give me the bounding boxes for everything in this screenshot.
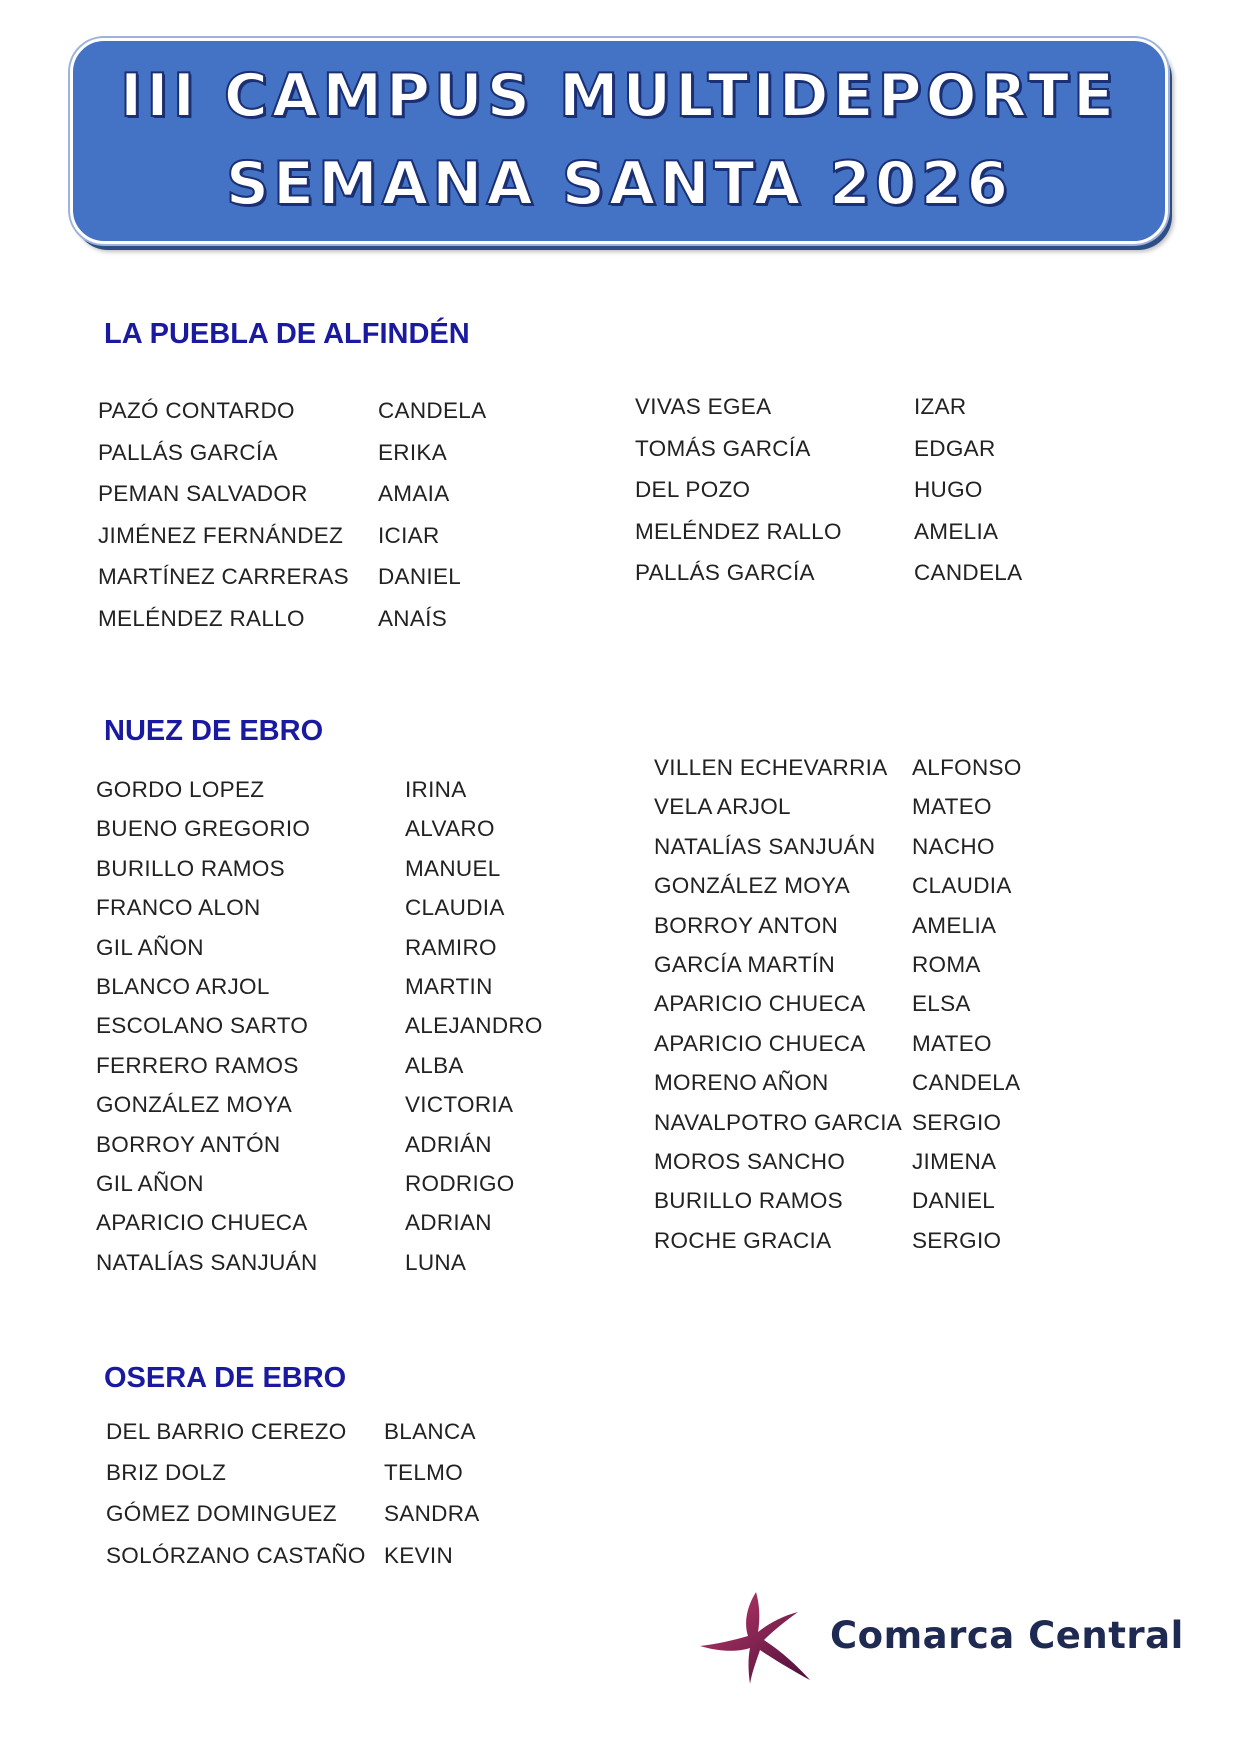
participant-surname: APARICIO CHUECA [654, 1030, 866, 1056]
participant-surname: TOMÁS GARCÍA [635, 435, 811, 461]
participant-surname: VIVAS EGEA [635, 394, 772, 419]
participant-surname: MORENO AÑON [654, 1070, 829, 1096]
participant-first-name: VICTORIA [405, 1092, 514, 1118]
participant-surname: MARTÍNEZ CARRERAS [98, 564, 349, 590]
participant-first-name: ANAÍS [378, 606, 448, 631]
participant-surname: PALLÁS GARCÍA [635, 560, 815, 586]
participant-surname: BORROY ANTÓN [96, 1131, 281, 1157]
participant-first-name: ERIKA [378, 439, 448, 465]
participant-first-name: EDGAR [914, 435, 996, 461]
participant-first-name: HUGO [914, 477, 983, 503]
participant-surname: SOLÓRZANO CASTAÑO [106, 1542, 366, 1568]
participant-surname: BURILLO RAMOS [654, 1188, 843, 1214]
participant-surname: PEMAN SALVADOR [98, 481, 308, 507]
participant-first-name: AMAIA [378, 481, 450, 507]
participant-first-name: ROMA [912, 952, 981, 977]
participant-surname: GIL AÑON [96, 1171, 204, 1196]
comarca-central-logo [698, 1588, 1184, 1688]
participant-surname: BUENO GREGORIO [96, 816, 311, 842]
participant-first-name: RODRIGO [405, 1171, 515, 1196]
participant-surname: MELÉNDEZ RALLO [98, 606, 305, 631]
participant-first-name: CLAUDIA [912, 873, 1012, 899]
participant-first-name: DANIEL [378, 564, 462, 590]
section-title-osera: OSERA DE EBRO [104, 1362, 347, 1394]
section-title-la-puebla: LA PUEBLA DE ALFINDÉN [104, 318, 470, 350]
participant-surname: BRIZ DOLZ [106, 1460, 227, 1486]
participant-surname: BURILLO RAMOS [96, 855, 285, 881]
participant-first-name: ICIAR [378, 522, 440, 548]
participant-first-name: MANUEL [405, 855, 501, 881]
participant-first-name: SERGIO [912, 1227, 1002, 1253]
participant-first-name: RAMIRO [405, 934, 497, 960]
participant-first-name: SANDRA [384, 1501, 480, 1527]
participant-first-name: ADRIÁN [405, 1131, 492, 1157]
header-title: III CAMPUS MULTIDEPORTE [119, 61, 1118, 131]
participant-first-name: MATEO [912, 794, 992, 820]
participant-surname: GÓMEZ DOMINGUEZ [106, 1501, 337, 1527]
participant-surname: VELA ARJOL [654, 794, 791, 820]
participant-surname: APARICIO CHUECA [96, 1210, 308, 1236]
participant-first-name: NACHO [912, 833, 995, 859]
participant-surname: NATALÍAS SANJUÁN [654, 833, 876, 859]
participant-surname: ESCOLANO SARTO [96, 1013, 309, 1039]
participant-first-name: ALEJANDRO [405, 1013, 543, 1039]
participant-first-name: CANDELA [378, 398, 487, 423]
participant-first-name: BLANCA [384, 1419, 476, 1444]
participant-first-name: ALFONSO [912, 755, 1022, 780]
participant-surname: ROCHE GRACIA [654, 1227, 832, 1253]
participant-surname: DEL BARRIO CEREZO [106, 1419, 347, 1444]
participant-surname: GORDO LOPEZ [96, 777, 265, 802]
participant-first-name: MATEO [912, 1030, 992, 1056]
participant-surname: VILLEN ECHEVARRIA [654, 755, 888, 780]
participant-first-name: MARTIN [405, 974, 493, 999]
comarca-central-star-icon [698, 1588, 828, 1688]
participant-first-name: CANDELA [914, 560, 1023, 586]
participant-surname: APARICIO CHUECA [654, 991, 866, 1017]
participant-surname: FRANCO ALON [96, 895, 261, 921]
participant-surname: NATALÍAS SANJUÁN [96, 1249, 318, 1275]
participant-first-name: SERGIO [912, 1109, 1002, 1135]
participant-surname: GONZÁLEZ MOYA [96, 1092, 293, 1118]
participant-first-name: CLAUDIA [405, 895, 505, 921]
participant-first-name: TELMO [384, 1460, 464, 1486]
participant-first-name: KEVIN [384, 1542, 454, 1568]
participant-first-name: CANDELA [912, 1070, 1021, 1096]
header-banner [70, 38, 1168, 244]
participant-first-name: IRINA [405, 777, 467, 802]
participant-surname: GARCÍA MARTÍN [654, 952, 836, 977]
participant-surname: BLANCO ARJOL [96, 974, 270, 999]
participant-first-name: ADRIAN [405, 1210, 492, 1236]
participant-surname: BORROY ANTON [654, 912, 839, 938]
participant-first-name: DANIEL [912, 1188, 996, 1214]
participant-first-name: AMELIA [914, 518, 999, 544]
participant-surname: MELÉNDEZ RALLO [635, 518, 842, 544]
section-title-nuez: NUEZ DE EBRO [104, 715, 324, 747]
participant-surname: FERRERO RAMOS [96, 1052, 299, 1078]
participant-first-name: AMELIA [912, 912, 997, 938]
logo-text: Comarca Central [830, 1614, 1184, 1657]
participant-surname: MOROS SANCHO [654, 1149, 846, 1174]
participant-surname: GIL AÑON [96, 934, 204, 960]
participant-surname: GONZÁLEZ MOYA [654, 873, 851, 899]
participant-first-name: IZAR [914, 394, 967, 419]
participant-surname: PAZÓ CONTARDO [98, 398, 295, 423]
participant-surname: NAVALPOTRO GARCIA [654, 1109, 903, 1135]
participant-first-name: ALVARO [405, 816, 495, 842]
participant-first-name: LUNA [405, 1249, 467, 1275]
participant-surname: JIMÉNEZ FERNÁNDEZ [98, 522, 344, 548]
participant-first-name: ALBA [405, 1052, 464, 1078]
participant-surname: DEL POZO [635, 477, 751, 503]
participant-first-name: ELSA [912, 991, 971, 1017]
header-subtitle: SEMANA SANTA 2026 [225, 149, 1013, 219]
participant-first-name: JIMENA [912, 1149, 997, 1174]
participant-surname: PALLÁS GARCÍA [98, 439, 278, 465]
